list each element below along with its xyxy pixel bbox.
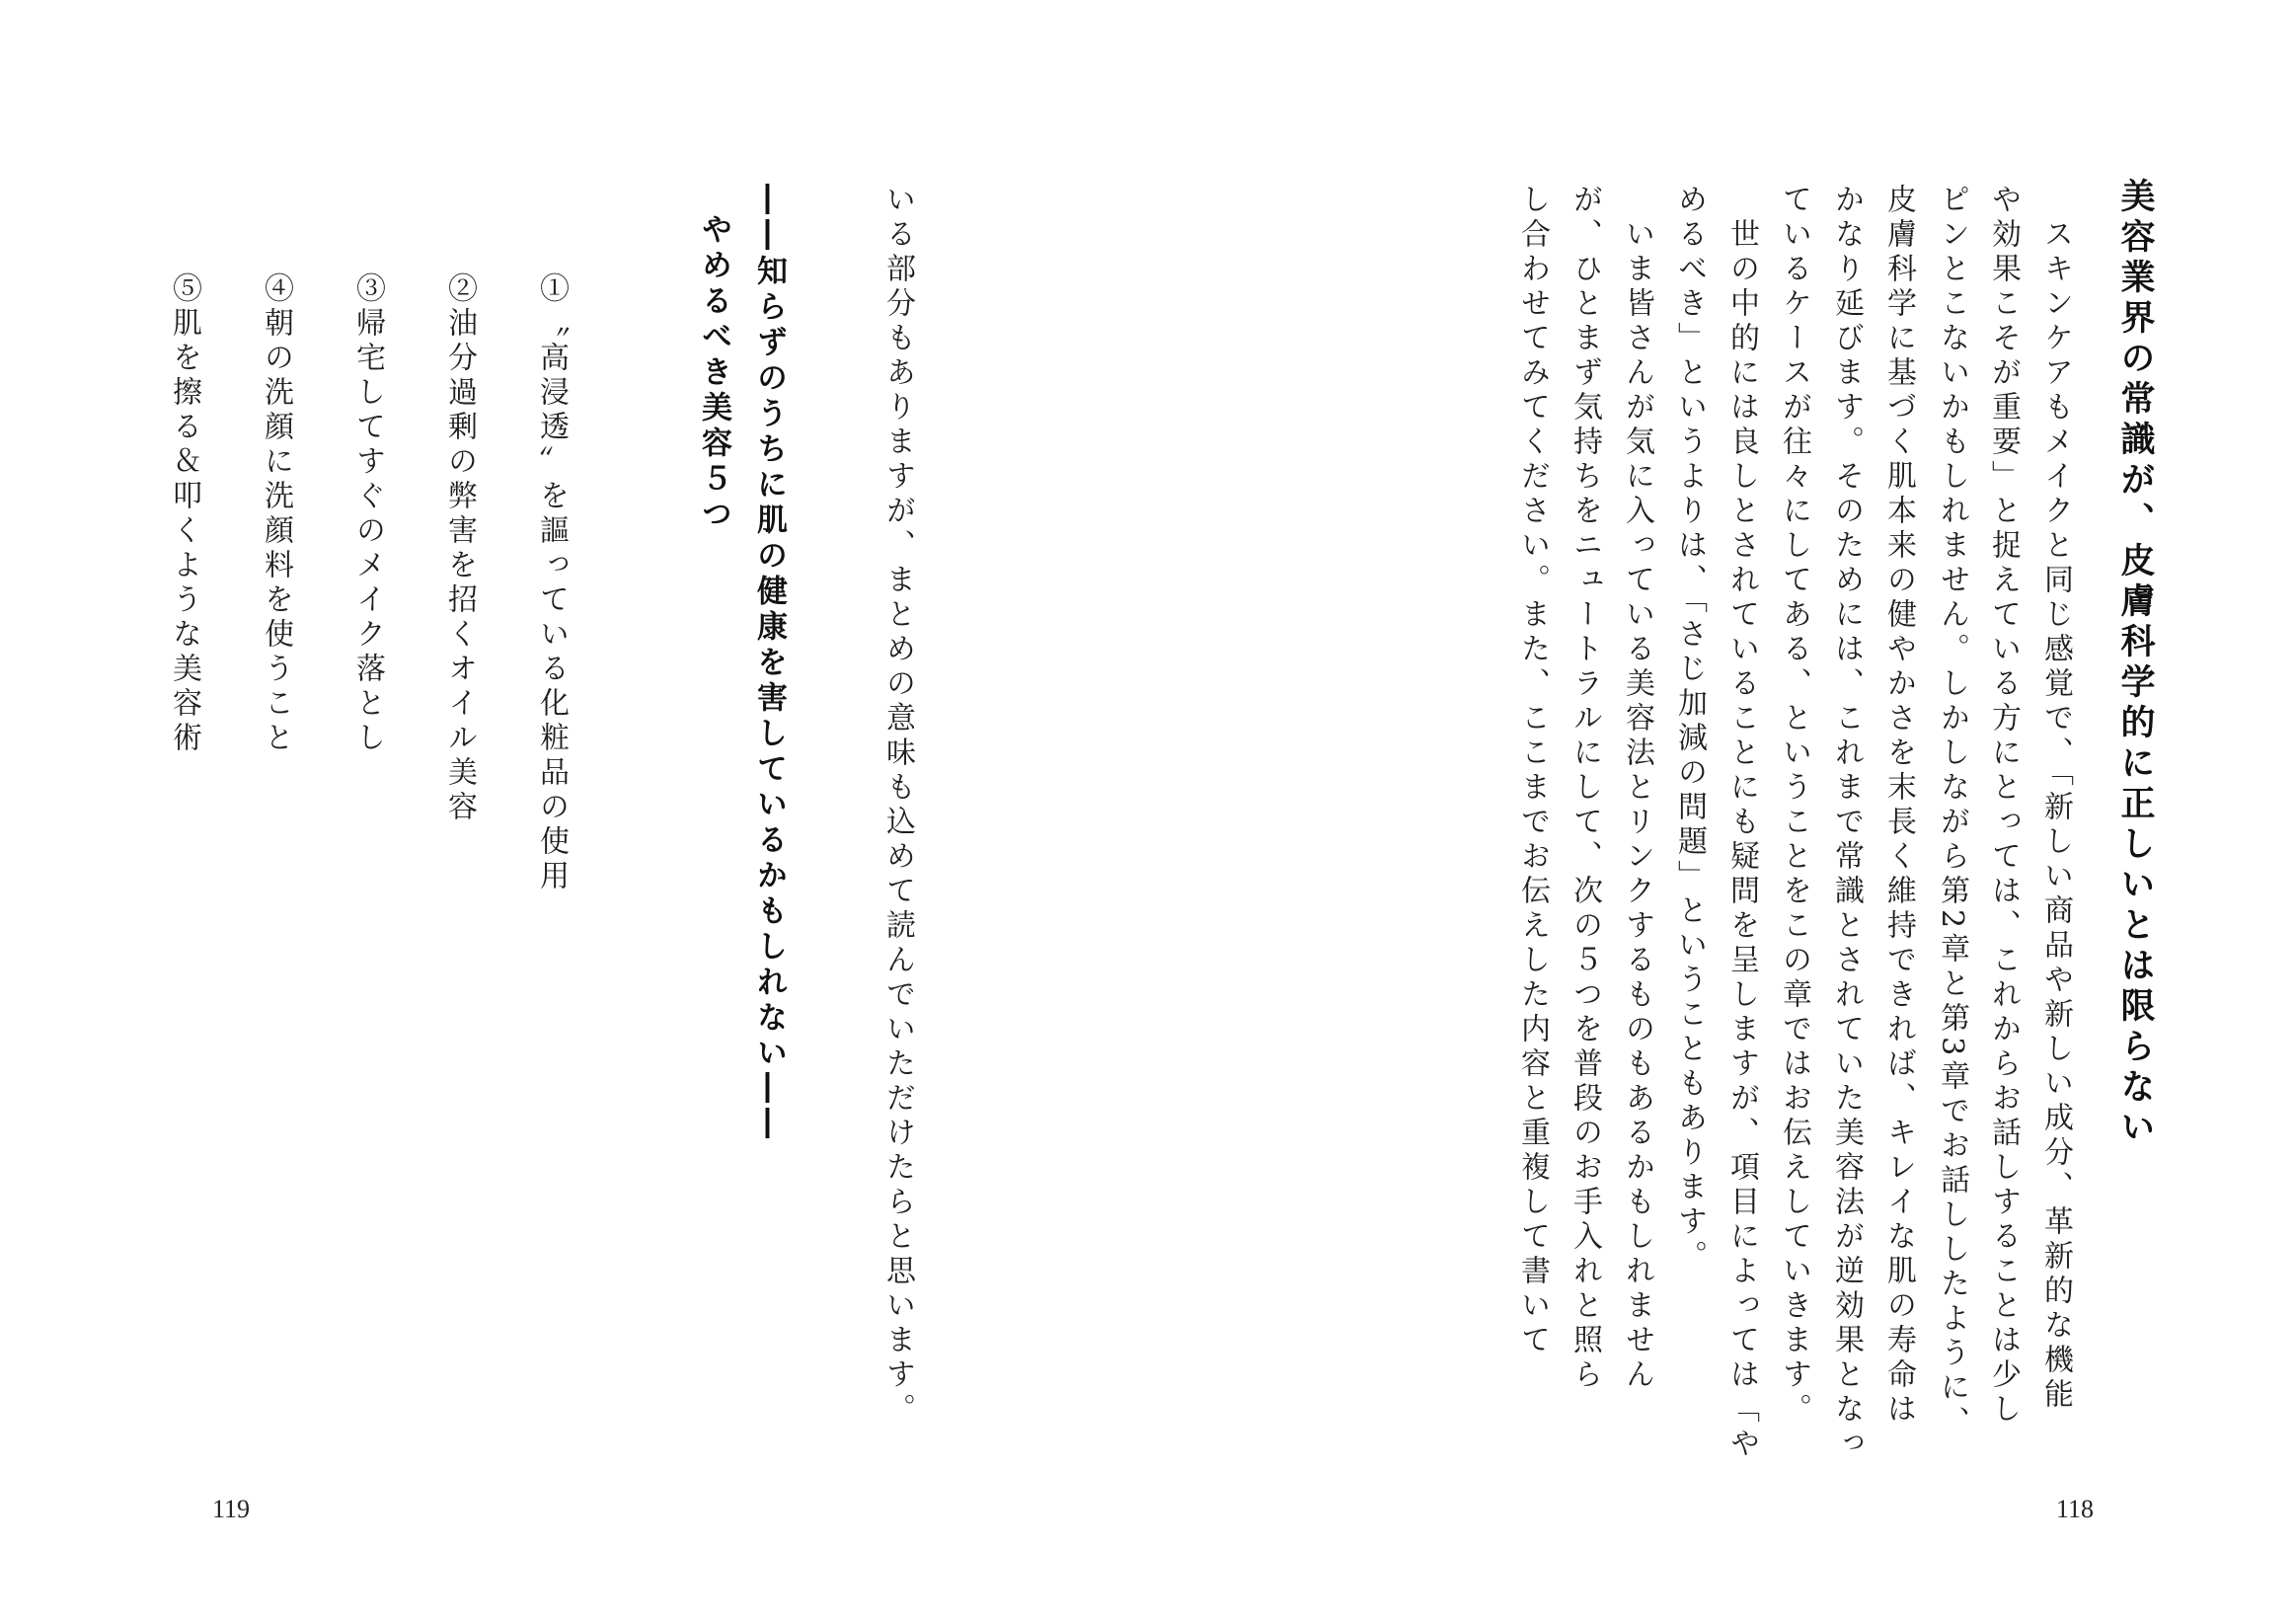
body-line-11: し合わせてみてください。また、ここまでお伝えした内容と重複して書いて [1515,184,1550,1358]
page-number: 119 [212,1495,251,1523]
body-line-4: 皮膚科学に基づく肌本来の健やかさを末長く維持できれば、キレイな肌の寿命は [1881,184,1916,1428]
subheading-dash: ――知らずのうちに肌の健康を害しているかもしれない―― [751,184,787,1143]
chapter-heading: 美容業界の常識が、皮膚科学的に正しいとは限らない [2115,178,2155,1149]
body-line-8: めるべき」というよりは、「さじ加減の問題」ということもあります。 [1672,184,1707,1275]
body-line-6: ているケースが往々にしてある、ということをこの章ではお伝えしていきます。 [1777,184,1811,1428]
body-line-1: スキンケアもメイクと同じ感覚で、「新しい商品や新しい成分、革新的な機能 [2038,184,2073,1413]
body-line-9: いま皆さんが気に入っている美容法とリンクするものもあるかもしれません [1620,184,1654,1393]
body-line-2: や効果こそが重要」と捉えている方にとっては、これからお話しすることは少し [1986,184,2021,1428]
right-page [1148,0,2296,1624]
body-line-7: 世の中的には良しとされていることにも疑問を呈しますが、項目によっては「や [1724,184,1759,1462]
page-number: 118 [2056,1495,2095,1523]
list-item-2: ②油分過剰の弊害を招くオイル美容 [442,272,477,825]
list-item-3: ③帰宅してすぐのメイク落とし [350,272,385,756]
list-item-4: ④朝の洗顔に洗顔料を使うこと [259,272,293,756]
body-line-5: かなり延びます。そのためには、これまで常識とされていた美容法が逆効果となっ [1829,184,1864,1462]
list-item-1: ①〝高浸透〟を謳っている化粧品の使用 [534,272,569,894]
list-item-5: ⑤肌を擦る＆叩くような美容術 [167,272,201,756]
body-line-3: ピンとこないかもしれません。しかしながら第2章と第3章でお話ししたように、 [1935,184,1969,1441]
subheading-title: やめるべき美容５つ [696,213,731,533]
body-line-12: いる部分もありますが、まとめの意味も込めて読んでいただけたらと思います。 [880,184,915,1428]
body-line-10: が、ひとまず気持ちをニュートラルにして、次の５つを普段のお手入れと照ら [1568,184,1602,1393]
